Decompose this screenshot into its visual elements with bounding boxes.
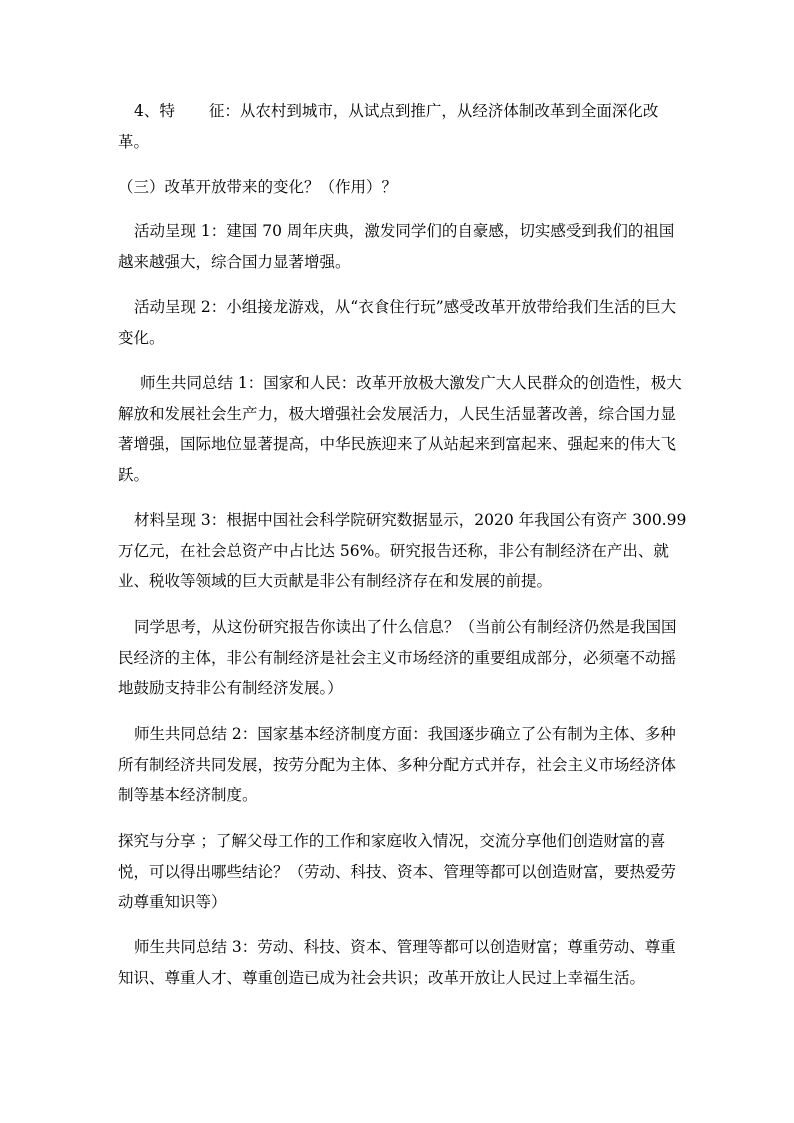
section-heading: （三）改革开放带来的变化？（作用）？ [118,178,398,196]
paragraph-summary-3: 师生共同总结 3：劳动、科技、资本、管理等都可以创造财富；尊重劳动、尊重知识、尊重人才、尊重创造已成为社会共识；改革开放让人民过上幸福生活。 [118,938,676,987]
paragraph-feature [118,96,688,157]
feature-text: 征：从农村到城市，从试点到推广，从经济体制改革到全面深化改革。 [118,102,659,151]
paragraph-activity-2: 活动呈现 2：小组接龙游戏，从“衣食住行玩”感受改革开放带给我们生活的巨大变化。 [118,298,677,347]
feature-prefix: 4、特 [134,102,175,120]
paragraph-summary-2: 师生共同总结 2：国家基本经济制度方面：我国逐步确立了公有制为主体、多种所有制经济共同发展，按劳分配为主体、多种分配方式并存，社会主义市场经济体制等基本经济制度。 [118,725,677,804]
paragraph-summary-1: 师生共同总结 1：国家和人民：改革开放极大激发广大人民群众的创造性，极大解放和发展社会生产力，极大增强社会发展活力，人民生活显著改善，综合国力显著增强，国际地位显著提高，中华民族迎来了从站起来到富起来、强起来的伟大飞跃。 [118,374,682,484]
paragraph-student-thinking: 同学思考，从这份研究报告你读出了什么信息？（当前公有制经济仍然是我国国民经济的主体，非公有制经济是社会主义市场经济的重要组成部分，必须毫不动摇地鼓励支持非公有制经济发展。） [118,618,677,697]
paragraph-explore-share: 探究与分享 ；了解父母工作的工作和家庭收入情况，交流分享他们创造财富的喜悦，可以得出哪些结论？（劳动、科技、资本、管理等都可以创造财富，要热爱劳动尊重知识等） [118,832,677,911]
paragraph-material-3: 材料呈现 3：根据中国社会科学院研究数据显示，2020 年我国公有资产 300.99 万亿元，在社会总资产中占比达 56%。研究报告还称，非公有制经济在产出、就业、税收等领域的巨大贡献是非公有制经济存在和发展的前提。 [118,511,687,590]
paragraph-activity-1: 活动呈现 1：建国 70 周年庆典，激发同学们的自豪感，切实感受到我们的祖国越来越强大，综合国力显著增强。 [118,222,675,271]
